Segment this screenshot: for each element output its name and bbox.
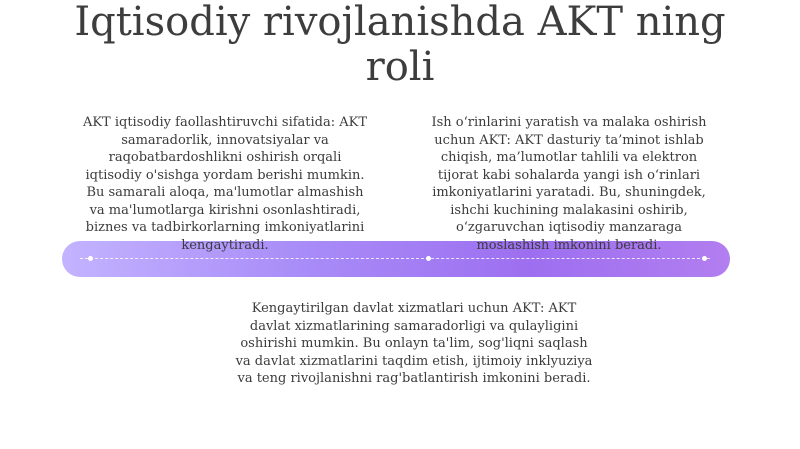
slide-title: Iqtisodiy rivojlanishda AKT ning roli [74, 0, 726, 90]
timeline-dot-right [702, 256, 707, 261]
text-block-ict-jobs-skills: Ish o‘rinlarini yaratish va malaka oshirish uchun AKT: AKT dasturiy ta’minot ishlab chiqish, ma’lumotlar tahlili va elektron tijorat kabi sohalarda yangi ish o‘rinlari imkoniyatlarini yaratadi. Bu, shuningdek, ishchi kuchining malakasini oshirib, o‘zgaruvchan iqtisodiy manzaraga moslashish imkonini beradi. [431, 115, 707, 253]
text-block-ict-public-services: Kengaytirilgan davlat xizmatlari uchun AKT: AKT davlat xizmatlarining samaradorligi va qulayligini oshirishi mumkin. Bu onlayn ta'lim, sog'liqni saqlash va davlat xizmatlarini taqdim etish, ijtimoiy inklyuziya va teng rivojlanishni rag'batlantirish imkonini beradi. [235, 301, 593, 386]
timeline-line [80, 258, 710, 259]
timeline-dot-middle [426, 256, 431, 261]
timeline-dot-left [88, 256, 93, 261]
text-block-ict-economic-enabler: AKT iqtisodiy faollashtiruvchi sifatida: AKT samaradorlik, innovatsiyalar va raqobatbardoshlikni oshirish orqali iqtisodiy o'sishga yordam berishi mumkin. Bu samarali aloqa, ma'lumotlar almashish va ma'lumotlarga kirishni osonlashtiradi, biznes va tadbirkorlarning imkoniyatlarini kengaytiradi. [82, 115, 368, 253]
